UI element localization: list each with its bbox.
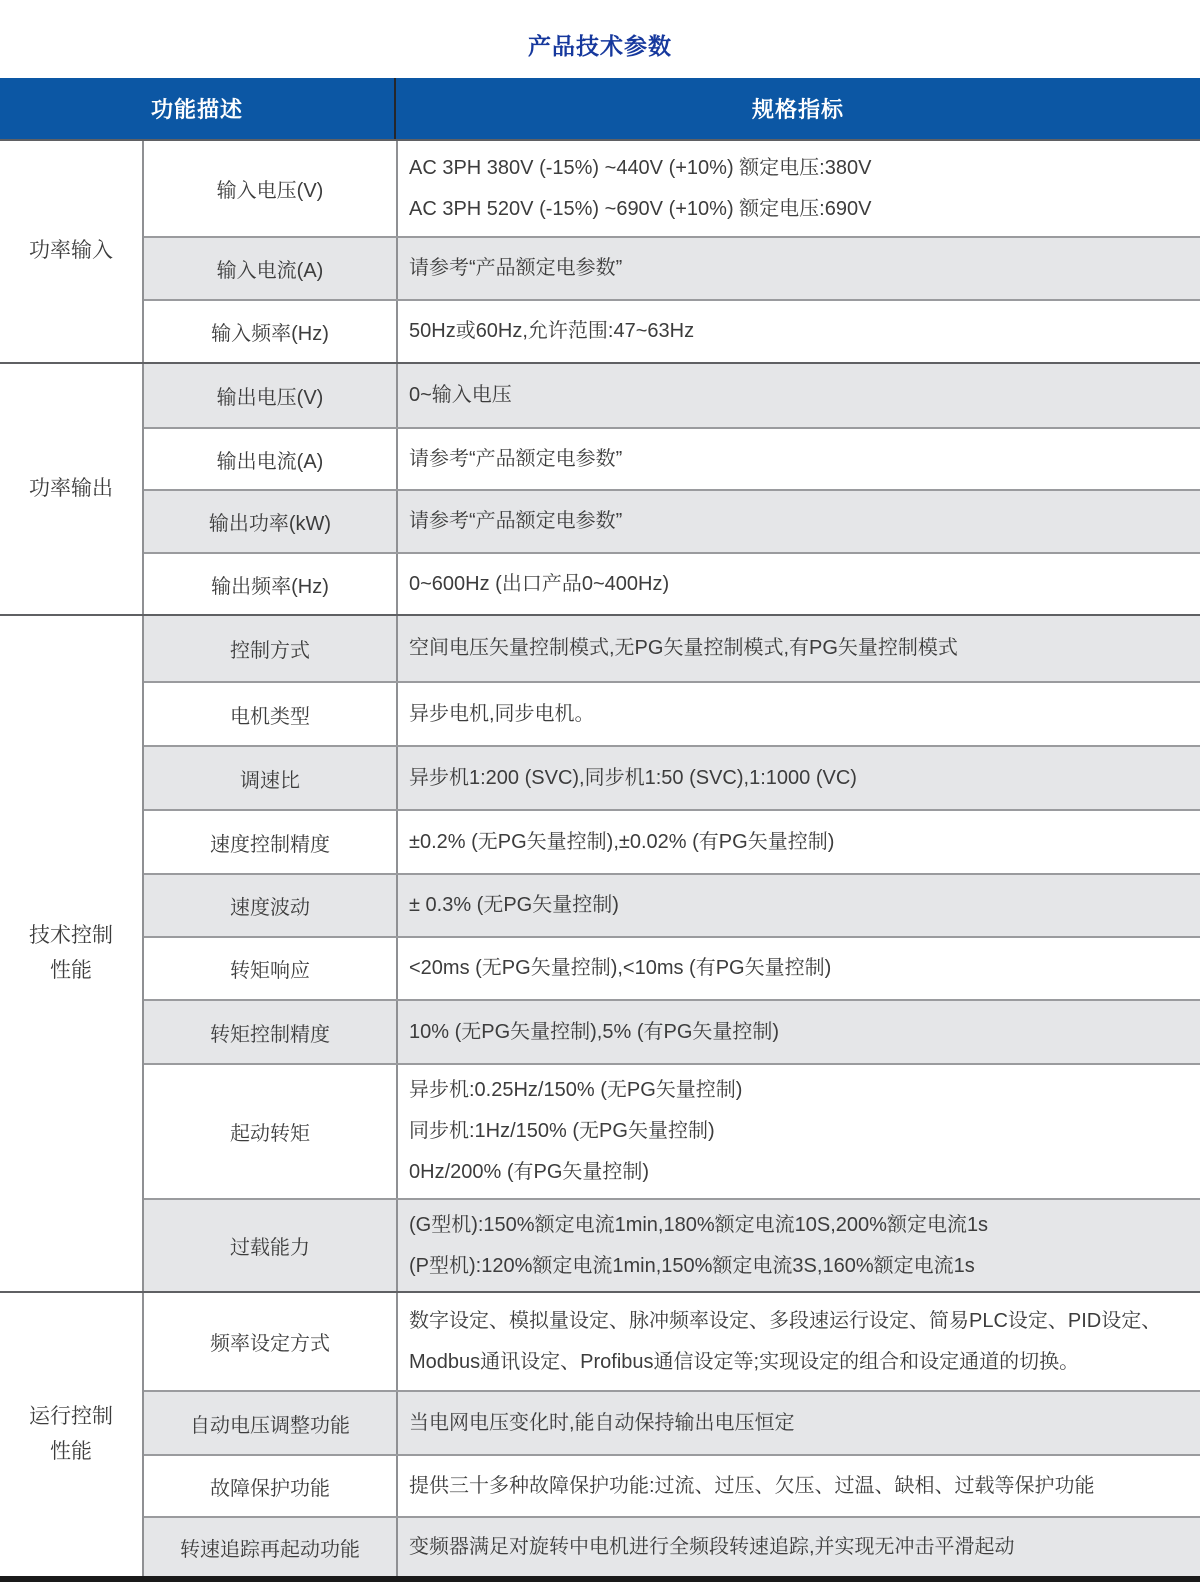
spec-line: 请参考“产品额定电参数”: [409, 447, 623, 470]
table-row: [144, 745, 1200, 809]
spec-line: 异步机:0.25Hz/150% (无PG矢量控制): [409, 1079, 743, 1101]
category-cell: [0, 141, 142, 362]
param-cell: 控制方式: [230, 640, 310, 662]
spec-cell: [396, 811, 1200, 873]
param-cell: 速度波动: [230, 897, 310, 919]
spec-cell: [396, 875, 1200, 936]
spec-line: ±0.2% (无PG矢量控制),±0.02% (有PG矢量控制): [409, 830, 835, 853]
table-row: [144, 936, 1200, 999]
spec-cell: [396, 747, 1200, 809]
param-cell: 起动转矩: [230, 1123, 310, 1145]
spec-line: 0~输入电压: [409, 384, 512, 406]
category-cell: [0, 364, 142, 614]
section-rows: [142, 1293, 1200, 1576]
table-row: [144, 552, 1200, 614]
spec-line: 请参考“产品额定电参数”: [409, 510, 623, 532]
table-row: [144, 616, 1200, 681]
spec-line: 同步机:1Hz/150% (无PG矢量控制): [409, 1120, 715, 1142]
param-cell: 输出频率(Hz): [211, 575, 329, 598]
param-cell: 速度控制精度: [210, 833, 330, 856]
param-cell: 输入频率(Hz): [211, 323, 329, 345]
category-line: 运行控制: [29, 1404, 113, 1428]
spec-cell: [396, 364, 1200, 427]
spec-cell: [396, 1001, 1200, 1063]
spec-line: 10% (无PG矢量控制),5% (有PG矢量控制): [409, 1020, 780, 1043]
section-power-output: [0, 362, 1200, 614]
spec-cell: [396, 1456, 1200, 1516]
spec-cell: [396, 554, 1200, 614]
spec-line: 提供三十多种故障保护功能:过流、过压、欠压、过温、缺相、过载等保护功能: [409, 1474, 1095, 1497]
param-cell: 过载能力: [230, 1237, 310, 1259]
table-row: [144, 1293, 1200, 1390]
section-rows: [142, 141, 1200, 362]
category-line: 技术控制: [29, 923, 113, 947]
table-row: [144, 873, 1200, 936]
param-cell: 自动电压调整功能: [190, 1414, 350, 1437]
page-title: 产品技术参数: [528, 32, 672, 59]
category-cell: [0, 1293, 142, 1576]
table-row: [144, 364, 1200, 427]
param-cell: 频率设定方式: [210, 1333, 330, 1355]
param-cell: 输入电流(A): [216, 260, 324, 282]
table-row: [144, 1454, 1200, 1516]
spec-cell: [396, 141, 1200, 236]
table-row: [144, 236, 1200, 299]
section-rows: [142, 616, 1200, 1291]
spec-cell: [396, 429, 1200, 489]
spec-cell: [396, 1518, 1200, 1576]
spec-cell: [396, 1392, 1200, 1454]
table-row: [144, 299, 1200, 362]
table-row: [144, 427, 1200, 489]
spec-line: 当电网电压变化时,能自动保持输出电压恒定: [409, 1411, 795, 1434]
table-bottom-border: [0, 1576, 1200, 1582]
spec-line: (P型机):120%额定电流1min,150%额定电流3S,160%额定电流1s: [409, 1254, 975, 1277]
section-operation-control: [0, 1291, 1200, 1576]
param-cell: 转速追踪再起动功能: [180, 1538, 360, 1561]
spec-line: AC 3PH 380V (-15%) ~440V (+10%) 额定电压:380V: [409, 156, 872, 179]
spec-cell: [396, 1065, 1200, 1198]
table-row: [144, 1390, 1200, 1454]
param-cell: 输出功率(kW): [208, 513, 332, 535]
spec-line: 异步机1:200 (SVC),同步机1:50 (SVC),1:1000 (VC): [409, 766, 857, 789]
spec-line: ± 0.3% (无PG矢量控制): [409, 894, 619, 916]
param-cell: 转矩响应: [230, 960, 310, 982]
table-row: [144, 1198, 1200, 1291]
table-row: [144, 1063, 1200, 1198]
header-spec-label: 规格指标: [751, 97, 844, 122]
table-row: [144, 489, 1200, 552]
header-function-label: 功能描述: [0, 78, 396, 139]
table-row: [144, 1516, 1200, 1576]
spec-line: 0~600Hz (出口产品0~400Hz): [409, 572, 670, 595]
spec-line: AC 3PH 520V (-15%) ~690V (+10%) 额定电压:690V: [409, 197, 872, 220]
spec-line: (G型机):150%额定电流1min,180%额定电流10S,200%额定电流1s: [409, 1213, 989, 1236]
spec-line: 变频器满足对旋转中电机进行全频段转速追踪,并实现无冲击平滑起动: [409, 1535, 1015, 1558]
category-cell: [0, 616, 142, 1291]
table-row: [144, 809, 1200, 873]
table-row: [144, 999, 1200, 1063]
spec-cell: [396, 1293, 1200, 1390]
param-cell: 输入电压(V): [216, 180, 324, 202]
param-cell: 转矩控制精度: [210, 1023, 330, 1046]
spec-cell: [396, 301, 1200, 362]
spec-line: 空间电压矢量控制模式,无PG矢量控制模式,有PG矢量控制模式: [409, 637, 958, 659]
spec-line: 请参考“产品额定电参数”: [409, 257, 623, 279]
section-rows: [142, 364, 1200, 614]
category-line: 性能: [50, 1439, 92, 1463]
category-line: 性能: [50, 958, 92, 982]
section-technical-control: [0, 614, 1200, 1291]
section-power-input: [0, 139, 1200, 362]
spec-cell: [396, 491, 1200, 552]
param-cell: 调速比: [240, 769, 300, 792]
spec-line: 数字设定、模拟量设定、脉冲频率设定、多段速运行设定、简易PLC设定、PID设定、Modbus通讯设定、Profibus通信设定等;实现设定的组合和设定通道的切换。: [409, 1309, 1162, 1373]
spec-line: 0Hz/200% (有PG矢量控制): [409, 1161, 650, 1183]
category-line: 功率输入: [29, 239, 113, 263]
param-cell: 电机类型: [230, 705, 310, 728]
param-cell: 输出电流(A): [216, 450, 324, 473]
category-line: 功率输出: [29, 476, 113, 500]
table-header-row: [0, 78, 1200, 139]
spec-cell: [396, 683, 1200, 745]
spec-line: 异步电机,同步电机。: [409, 702, 595, 725]
param-cell: 故障保护功能: [210, 1477, 330, 1500]
table-row: [144, 681, 1200, 745]
spec-cell: [396, 1200, 1200, 1291]
spec-cell: [396, 238, 1200, 299]
spec-cell: [396, 616, 1200, 681]
table-row: [144, 141, 1200, 236]
param-cell: 输出电压(V): [216, 387, 324, 409]
spec-cell: [396, 938, 1200, 999]
spec-line: <20ms (无PG矢量控制),<10ms (有PG矢量控制): [409, 957, 832, 979]
spec-line: 50Hz或60Hz,允许范围:47~63Hz: [409, 320, 695, 342]
